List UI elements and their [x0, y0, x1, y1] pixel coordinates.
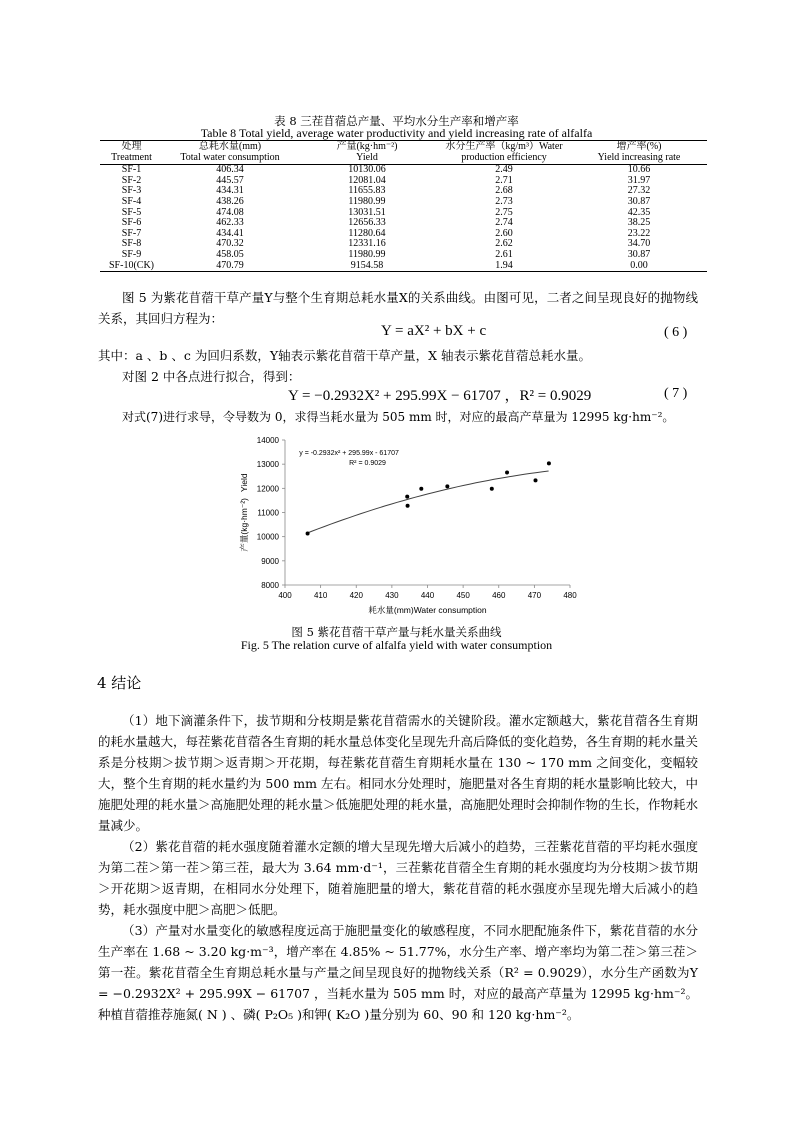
table-cell: 445.57 [216, 174, 244, 186]
y-tick-label: 10000 [256, 532, 279, 542]
x-tick-label: 420 [349, 591, 363, 600]
figure-caption-en: Fig. 5 The relation curve of alfalfa yield with water consumption [240, 638, 553, 652]
table-cell: 12331.16 [348, 238, 386, 250]
table-cell: 2.73 [495, 195, 513, 207]
trendline [306, 471, 548, 533]
y-tick-label: 9000 [261, 556, 279, 566]
data-point [534, 478, 538, 482]
column-header: Yield [297, 153, 437, 165]
table-cell: 34.70 [627, 238, 651, 250]
column-header: production efficiency [437, 153, 571, 165]
table-cell: SF-10(CK) [100, 261, 163, 272]
table-cell: 2.61 [495, 248, 513, 260]
equation-7: Y = −0.2932X² + 295.99X − 61707 ，R² = 0.9029 [288, 388, 592, 404]
table-cell: SF-3 [121, 185, 142, 197]
paragraph-coefficients: 其中：a 、b 、c 为回归系数，Y轴表示紫花苜蓿干草产量，X 轴表示紫花苜蓿总耗水量。 [98, 348, 592, 363]
table-cell: 0.00 [571, 261, 707, 272]
table-cell: 406.34 [216, 164, 244, 176]
table-cell: SF-9 [121, 248, 142, 260]
table-row [100, 250, 707, 261]
data-point [406, 504, 410, 508]
column-header: 处理 [100, 141, 163, 153]
x-tick-label: 440 [420, 591, 435, 600]
table-8 [100, 140, 707, 272]
table-cell: 30.87 [627, 248, 651, 260]
table-cell: 462.33 [216, 217, 244, 229]
x-tick-label: 430 [385, 591, 399, 600]
data-point [306, 532, 310, 536]
column-header: 总耗水量(mm) [163, 141, 297, 153]
y-tick-label: 14000 [256, 436, 279, 445]
table-row [100, 218, 707, 229]
x-tick-label: 480 [563, 591, 577, 600]
x-tick-label: 410 [313, 591, 328, 600]
equation-6: Y = aX² + bX + c [381, 323, 487, 339]
table-row [100, 176, 707, 187]
table-cell: 11980.99 [348, 195, 386, 207]
paragraph-fit: 对图 2 中各点进行拟合，得到： [122, 369, 301, 384]
table-cell: 23.22 [627, 227, 651, 239]
table-body [100, 165, 707, 272]
table-row [100, 229, 707, 240]
table-cell: 2.60 [495, 227, 513, 239]
table-cell: 27.32 [627, 185, 651, 197]
table-cell: 2.49 [495, 164, 513, 176]
column-header: Treatment [100, 153, 163, 165]
table-cell: 474.08 [216, 206, 244, 218]
equation-label: y = -0.2932x² + 295.99x - 61707 [299, 449, 399, 457]
table-cell: 10130.06 [348, 164, 386, 176]
table-cell: 31.97 [627, 174, 651, 186]
figure-5-chart [225, 430, 585, 620]
y-axis-title-cn: 产量(kg·hm⁻²) [239, 497, 249, 552]
section-heading-conclusion: 4 结论 [97, 674, 142, 692]
table-row [100, 165, 707, 176]
table-cell: 13031.51 [348, 206, 386, 218]
y-axis-title-en: Yield [239, 473, 249, 492]
column-header: Yield increasing rate [571, 153, 707, 165]
table-cell: SF-4 [121, 195, 142, 207]
table-cell: 10.66 [627, 164, 651, 176]
table-header-en [100, 153, 707, 165]
table-cell: 12081.04 [348, 174, 386, 186]
table-cell: SF-2 [121, 174, 142, 186]
paragraph-fig5-intro: 图 5 为紫花苜蓿干草产量Y与整个生育期总耗水量X的关系曲线。由图可见，二者之间呈现良好的抛物线关系，其回归方程为： [98, 290, 698, 326]
table-cell: 2.74 [495, 217, 513, 229]
figure-caption-cn: 图 5 紫花苜蓿干草产量与耗水量关系曲线 [291, 625, 502, 639]
x-tick-label: 400 [278, 591, 292, 600]
table-caption-cn: 表 8 三茬苜蓿总产量、平均水分生产率和增产率 [274, 114, 519, 128]
table-cell: 11655.83 [348, 185, 386, 197]
column-header: 增产率(%) [571, 141, 707, 153]
table-cell: SF-5 [121, 206, 142, 218]
conclusion-3: （3）产量对水量变化的敏感程度远高于施肥量变化的敏感程度，不同水肥配施条件下，紫花苜蓿的水分生产率在 1.68 ~ 3.20 kg·m⁻³，增产率在 4.85% ~ 51.77%，水分生产率、增产率均为第二茬＞第三茬＞第一茬。紫花苜蓿全生育期总耗水量与产量之间呈现良好的抛物线关系（R² = 0.9029），水分生产函数为Y = −0.2932X² + 295.99X − 61707 ，当耗水量为 505 mm 时，对应的最高产草量为 12995 kg·hm⁻²。种植苜蓿推荐施氮( N ) 、磷( P₂O₅ )和钾( K₂O )量分别为 60、90 和 120 kg·hm⁻²。 [98, 923, 698, 1022]
data-point [405, 495, 409, 499]
table-cell: SF-1 [121, 164, 142, 176]
data-point [445, 484, 449, 488]
conclusion-1: （1）地下滴灌条件下，拔节期和分枝期是紫花苜蓿需水的关键阶段。灌水定额越大，紫花苜蓿各生育期的耗水量越大，每茬紫花苜蓿各生育期的耗水量总体变化呈现先升高后降低的变化趋势，各生育期的耗水量关系是分枝期＞拔节期＞返青期＞开花期，每茬紫花苜蓿生育期耗水量在 130 ~ 170 mm 之间变化，变幅较大，整个生育期的耗水量约为 500 mm 左右。相同水分处理时，施肥量对各生育期的耗水量影响比较大，中施肥处理的耗水量＞高施肥处理的耗水量＞低施肥处理的耗水量，高施肥处理时会抑制作物的生长，作物耗水量减少。 [98, 713, 699, 833]
x-tick-label: 460 [492, 591, 506, 600]
table-cell: 2.68 [495, 185, 513, 197]
column-header: 水分生产率（kg/m³）Water [437, 141, 571, 153]
paragraph-derivative: 对式(7)进行求导，令导数为 0，求得当耗水量为 505 mm 时，对应的最高产草量为 12995 kg·hm⁻²。 [122, 410, 675, 424]
table-cell: 9154.58 [297, 261, 437, 272]
table-cell: 2.71 [495, 174, 513, 186]
table-cell: 2.62 [495, 238, 513, 250]
data-point [490, 487, 494, 491]
r2-label: R² = 0.9029 [349, 460, 386, 468]
table-cell: 434.41 [216, 227, 244, 239]
table-cell: 434.31 [216, 185, 244, 197]
table-row [100, 239, 707, 250]
table-cell: 30.87 [627, 195, 651, 207]
table-row [100, 186, 707, 197]
table-header [100, 141, 707, 165]
x-tick-label: 450 [456, 591, 470, 600]
table-cell: SF-7 [121, 227, 142, 239]
table-cell: 1.94 [437, 261, 571, 272]
data-point [505, 470, 509, 474]
table-cell: 42.35 [627, 206, 651, 218]
table-cell: 38.25 [627, 217, 651, 229]
y-tick-label: 8000 [261, 581, 279, 590]
column-header: 产量(kg·hm⁻²) [297, 141, 437, 153]
table-cell: 11980.99 [348, 248, 386, 260]
table-row [100, 197, 707, 208]
y-tick-label: 11000 [257, 508, 279, 518]
table-cell: SF-8 [121, 238, 142, 250]
y-tick-label: 13000 [256, 460, 279, 470]
data-point [419, 487, 423, 491]
data-point [547, 461, 551, 465]
table-row [100, 208, 707, 219]
equation-7-number: ( 7 ) [664, 386, 688, 401]
table-cell: 458.05 [216, 248, 244, 260]
table-cell: 470.32 [216, 238, 244, 250]
table-cell: 2.75 [495, 206, 513, 218]
table-cell: 12656.33 [348, 217, 386, 229]
table-cell: 11280.64 [348, 227, 386, 239]
table-row [100, 261, 707, 272]
table-cell: SF-6 [121, 217, 142, 229]
y-tick-label: 12000 [256, 484, 279, 494]
table-caption-en: Table 8 Total yield, average water productivity and yield increasing rate of alfalfa [200, 126, 593, 140]
equation-6-number: ( 6 ) [664, 325, 688, 340]
table-cell: 470.79 [163, 261, 297, 272]
column-header: Total water consumption [163, 153, 297, 165]
table-cell: 438.26 [216, 195, 244, 207]
conclusion-2: （2）紫花苜蓿的耗水强度随着灌水定额的增大呈现先增大后减小的趋势，三茬紫花苜蓿的平均耗水强度为第二茬＞第一茬＞第三茬，最大为 3.64 mm·d⁻¹，三茬紫花苜蓿全生育期的耗水强度均为分枝期＞拔节期＞开花期＞返青期，在相同水分处理下，随着施肥量的增大，紫花苜蓿的耗水强度亦呈现先增大后减小的趋势，耗水强度中肥＞高肥＞低肥。 [98, 839, 698, 917]
table-header-cn [100, 141, 707, 153]
x-axis-title: 耗水量(mm)Water consumption [368, 605, 487, 615]
y-axis-title [239, 473, 249, 551]
x-tick-label: 470 [527, 591, 542, 600]
